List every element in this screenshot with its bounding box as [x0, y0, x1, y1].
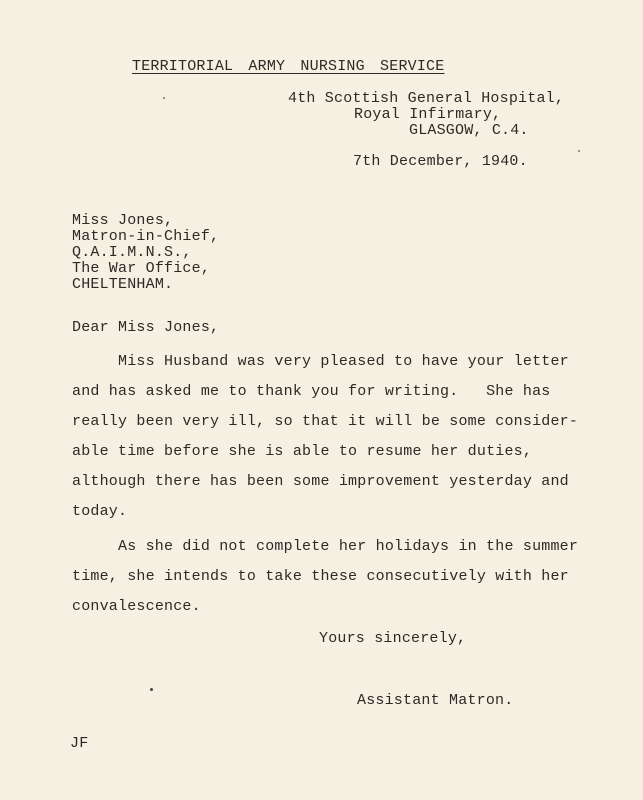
- paragraph1-line-1: Miss Husband was very pleased to have your letter: [118, 353, 569, 370]
- paragraph1-line-6: today.: [72, 503, 128, 520]
- typist-initials: JF: [70, 735, 89, 752]
- paper-speck: [578, 150, 580, 152]
- paragraph1-line-4: able time before she is able to resume her duties,: [72, 443, 533, 460]
- sender-address-line-3: GLASGOW, C.4.: [409, 122, 529, 139]
- paragraph1-line-5: although there has been some improvement yesterday and: [72, 473, 569, 490]
- recipient-line-4: The War Office,: [72, 260, 211, 277]
- sender-address-line-1: 4th Scottish General Hospital,: [288, 90, 565, 107]
- paper-speck: [163, 97, 165, 99]
- paragraph2-line-3: convalescence.: [72, 598, 201, 615]
- recipient-line-3: Q.A.I.M.N.S.,: [72, 244, 192, 261]
- paragraph2-line-1: As she did not complete her holidays in the summer: [118, 538, 579, 555]
- signature-title: Assistant Matron.: [357, 692, 514, 709]
- recipient-line-2: Matron-in-Chief,: [72, 228, 220, 245]
- closing: Yours sincerely,: [319, 630, 467, 647]
- paragraph1-line-3: really been very ill, so that it will be some consider-: [72, 413, 579, 430]
- salutation: Dear Miss Jones,: [72, 319, 220, 336]
- sender-address-line-2: Royal Infirmary,: [354, 106, 502, 123]
- letter-date: 7th December, 1940.: [353, 153, 528, 170]
- recipient-line-1: Miss Jones,: [72, 212, 174, 229]
- paragraph1-line-2: and has asked me to thank you for writing. She has: [72, 383, 551, 400]
- paper-speck: [150, 688, 153, 691]
- recipient-line-5: CHELTENHAM.: [72, 276, 174, 293]
- paragraph2-line-2: time, she intends to take these consecutively with her: [72, 568, 569, 585]
- letter-header: TERRITORIAL ARMY NURSING SERVICE: [132, 58, 445, 75]
